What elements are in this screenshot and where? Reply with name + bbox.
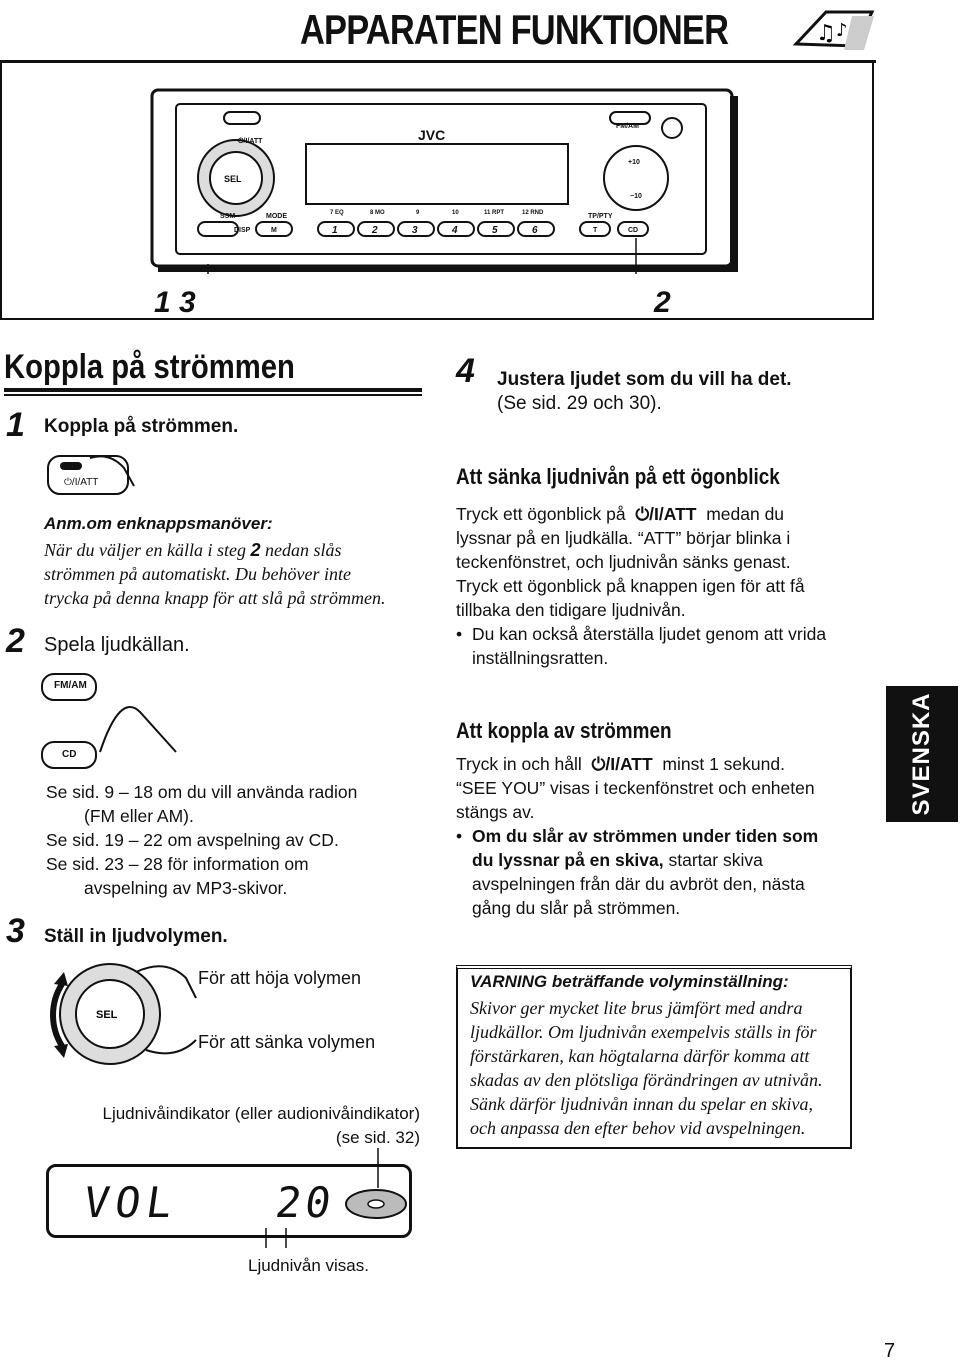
note-title: Anm.om enknappsmanöver:: [44, 514, 273, 533]
cd-label: CD: [62, 749, 77, 760]
att-body: Tryck ett ögonblick på ⏻/I/ATT medan du lyssnar på en ljudkälla. “ATT” börjar blinka i teckenfönstret, och ljudnivån sänks genast. Tryck ett ögonblick på knappen igen för att få tillbaka den tidigare ljudnivån. • Du kan också återställa ljudet genom att vrida inställningsratten.: [456, 504, 827, 668]
car-stereo-illustration: [150, 88, 740, 274]
svg-text:9: 9: [416, 210, 420, 216]
svg-text:SEL: SEL: [96, 1009, 118, 1021]
svg-text:11 RPT: 11 RPT: [484, 210, 505, 216]
power-button-icon: [40, 452, 140, 498]
svg-text:5: 5: [492, 225, 498, 236]
volume-knob-illustration: [40, 954, 200, 1072]
svg-text:12 RND: 12 RND: [522, 210, 544, 216]
volume-down-text: För att sänka volymen: [198, 1032, 376, 1052]
svg-text:♫: ♫: [816, 21, 836, 46]
svg-text:7 EQ: 7 EQ: [330, 210, 344, 216]
power-off-title: Att koppla av strömmen: [456, 718, 672, 743]
page-references: Se sid. 9 – 18 om du vill använda radion (FM eller AM). Se sid. 19 – 22 om avspelning av CD. Se sid. 23 – 28 för information om avspelning av MP3-skivor.: [46, 782, 358, 898]
svg-text:TP/PTY: TP/PTY: [588, 213, 613, 220]
svg-text:T: T: [593, 227, 598, 234]
level-indicator-text: Ljudnivåindikator (eller audionivåindikator) (se sid. 32): [102, 1104, 420, 1147]
step-2-text: Spela ljudkällan.: [44, 634, 190, 656]
svg-text:MODE: MODE: [266, 213, 287, 220]
svg-text:−10: −10: [630, 193, 642, 200]
callout-2: 2: [654, 286, 671, 319]
section-title: Koppla på strömmen: [4, 348, 295, 386]
brand-logo: JVC: [418, 127, 446, 143]
svg-text:CD: CD: [628, 227, 639, 234]
section-rule: [4, 388, 422, 396]
step-2-number: 2: [6, 622, 25, 660]
svg-text:M: M: [271, 227, 277, 234]
page-title: APPARATEN FUNKTIONER: [300, 6, 729, 53]
page-number: 7: [884, 1340, 896, 1362]
svg-text:6: 6: [532, 225, 538, 236]
svg-text:+10: +10: [628, 159, 640, 166]
svg-text:♪: ♪: [836, 20, 848, 41]
svg-text:SSM: SSM: [220, 213, 236, 220]
svg-text:FM/AM: FM/AM: [616, 123, 639, 130]
lcd-level-value: 20: [272, 1178, 339, 1227]
power-button-label: ⏻/I/ATT: [64, 477, 99, 488]
step-1-number: 1: [6, 406, 25, 444]
lcd-caption: Ljudnivån visas.: [248, 1256, 369, 1275]
lcd-vol-text: VOL: [80, 1178, 182, 1227]
svg-text:DISP: DISP: [234, 227, 251, 234]
volume-up-text: För att höja volymen: [198, 968, 362, 988]
svg-text:2: 2: [372, 225, 378, 236]
att-title: Att sänka ljudnivån på ett ögonblick: [456, 464, 780, 489]
step-4-number: 4: [456, 352, 475, 390]
svg-text:1: 1: [332, 225, 338, 236]
svg-text:SEL: SEL: [224, 174, 242, 184]
step-3-text: Ställ in ljudvolymen.: [44, 926, 228, 947]
disc-icon: [340, 1182, 410, 1222]
svg-text:⏻/I/ATT: ⏻/I/ATT: [238, 138, 263, 145]
step-4-text: Justera ljudet som du vill ha det. (Se sid. 29 och 30).: [497, 369, 792, 414]
callout-1-3: 1 3: [154, 286, 196, 319]
svg-text:3: 3: [412, 225, 418, 236]
warning-body: Skivor ger mycket lite brus jämfört med andra ljudkällor. Om ljudnivån exempelvis ställs in för förstärkaren, kan högtalarna därför komma att skadas av den plötsliga förändringen av utnivån. Sänk därför ljudnivån innan du spelar en skiva, och anpassa den efter behov vid avspelningen.: [470, 998, 823, 1138]
warning-title: VARNING beträffande volyminställning:: [470, 972, 789, 991]
step-3-number: 3: [6, 912, 25, 950]
fm-am-label: FM/AM: [54, 680, 87, 691]
music-notes-icon: [786, 4, 878, 58]
language-tab: SVENSKA: [886, 686, 958, 822]
note-body: När du väljer en källa i steg 2 nedan slås strömmen på automatiskt. Du behöver inte trycka på denna knapp för att slå på strömmen.: [44, 540, 386, 608]
svg-text:8 MO: 8 MO: [370, 210, 385, 216]
step-1-text: Koppla på strömmen.: [44, 416, 239, 437]
power-off-body: Tryck in och håll ⏻/I/ATT minst 1 sekund. “SEE YOU” visas i teckenfönstret och enheten stängs av. • Om du slår av strömmen under tiden som du lyssnar på en skiva, startar skiva avspelningen från där du avbröt den, nästa gång du slår på strömmen.: [456, 754, 819, 918]
svg-text:4: 4: [452, 225, 458, 236]
svg-text:10: 10: [452, 210, 459, 216]
